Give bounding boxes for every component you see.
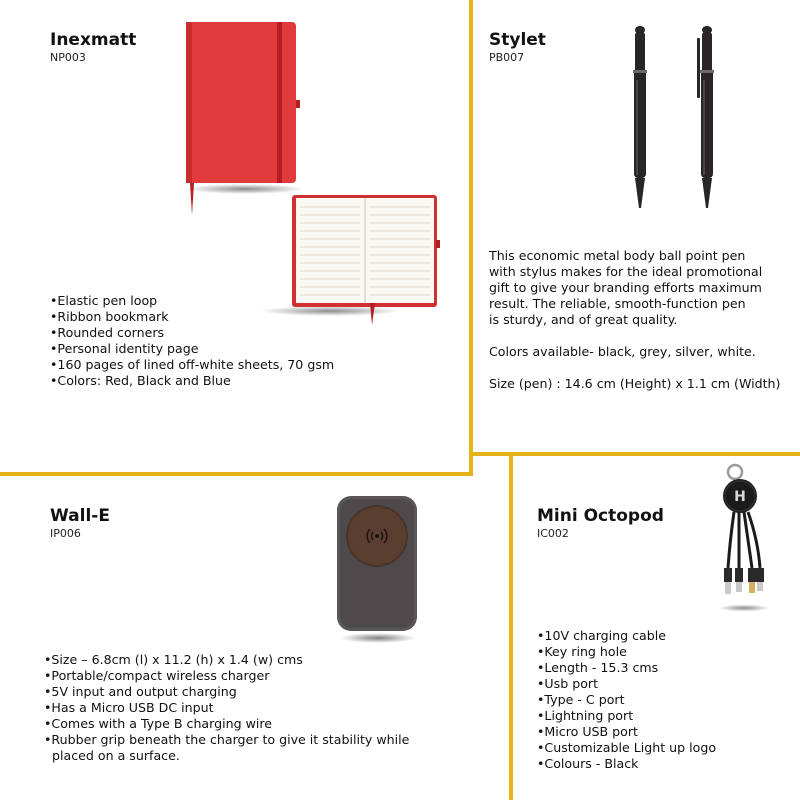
feature-list xyxy=(50,293,334,389)
colors-available: Colors available- black, grey, silver, white. xyxy=(489,344,756,359)
product-title: Inexmatt xyxy=(50,30,137,50)
charger-image xyxy=(330,490,430,650)
description-line: is sturdy, and of great quality. xyxy=(489,312,678,327)
list-item: •Type - C port xyxy=(537,692,625,707)
description-line: result. The reliable, smooth-function pen xyxy=(489,296,746,311)
list-item: •Colors: Red, Black and Blue xyxy=(50,373,231,388)
list-item: •Lightning port xyxy=(537,708,634,723)
notebook-image xyxy=(180,15,450,335)
product-code: IP006 xyxy=(50,527,81,540)
feature-list xyxy=(537,628,716,772)
cable-image xyxy=(710,460,790,615)
list-item: •Key ring hole xyxy=(537,644,627,659)
product-title: Stylet xyxy=(489,30,546,50)
list-item: •160 pages of lined off-white sheets, 70 gsm xyxy=(50,357,335,372)
list-item: •Rounded corners xyxy=(50,325,165,340)
svg-text:H: H xyxy=(734,489,746,505)
list-item: •Micro USB port xyxy=(537,724,638,739)
description-line: gift to give your branding efforts maximum xyxy=(489,280,762,295)
list-item: •Colours - Black xyxy=(537,756,639,771)
description-line: This economic metal body ball point pen xyxy=(489,248,746,263)
list-item: •10V charging cable xyxy=(537,628,667,643)
divider-vertical-bottom xyxy=(509,452,513,800)
list-item: •Rubber grip beneath the charger to give it stability while xyxy=(44,732,410,747)
list-item: •Usb port xyxy=(537,676,599,691)
product-code: PB007 xyxy=(489,51,525,64)
pen-image xyxy=(620,20,740,220)
list-item: •Portable/compact wireless charger xyxy=(44,668,270,683)
divider-horizontal-left xyxy=(0,472,473,476)
list-item: •Comes with a Type B charging wire xyxy=(44,716,273,731)
divider-horizontal-right xyxy=(469,452,800,456)
list-item: •Customizable Light up logo xyxy=(537,740,717,755)
list-item: •Has a Micro USB DC input xyxy=(44,700,214,715)
list-item: placed on a surface. xyxy=(44,748,180,763)
product-description xyxy=(489,248,780,392)
product-code: NP003 xyxy=(50,51,86,64)
pen-size: Size (pen) : 14.6 cm (Height) x 1.1 cm (Width) xyxy=(489,376,781,391)
list-item: •Elastic pen loop xyxy=(50,293,158,308)
list-item: •Personal identity page xyxy=(50,341,199,356)
divider-vertical-top xyxy=(469,0,473,476)
list-item: •Length - 15.3 cms xyxy=(537,660,659,675)
feature-list xyxy=(44,652,409,764)
product-code: IC002 xyxy=(537,527,569,540)
product-title: Mini Octopod xyxy=(537,506,664,526)
list-item: •Size – 6.8cm (l) x 11.2 (h) x 1.4 (w) cms xyxy=(44,652,303,667)
list-item: •Ribbon bookmark xyxy=(50,309,169,324)
product-title: Wall-E xyxy=(50,506,110,526)
list-item: •5V input and output charging xyxy=(44,684,237,699)
description-line: with stylus makes for the ideal promotional xyxy=(489,264,763,279)
